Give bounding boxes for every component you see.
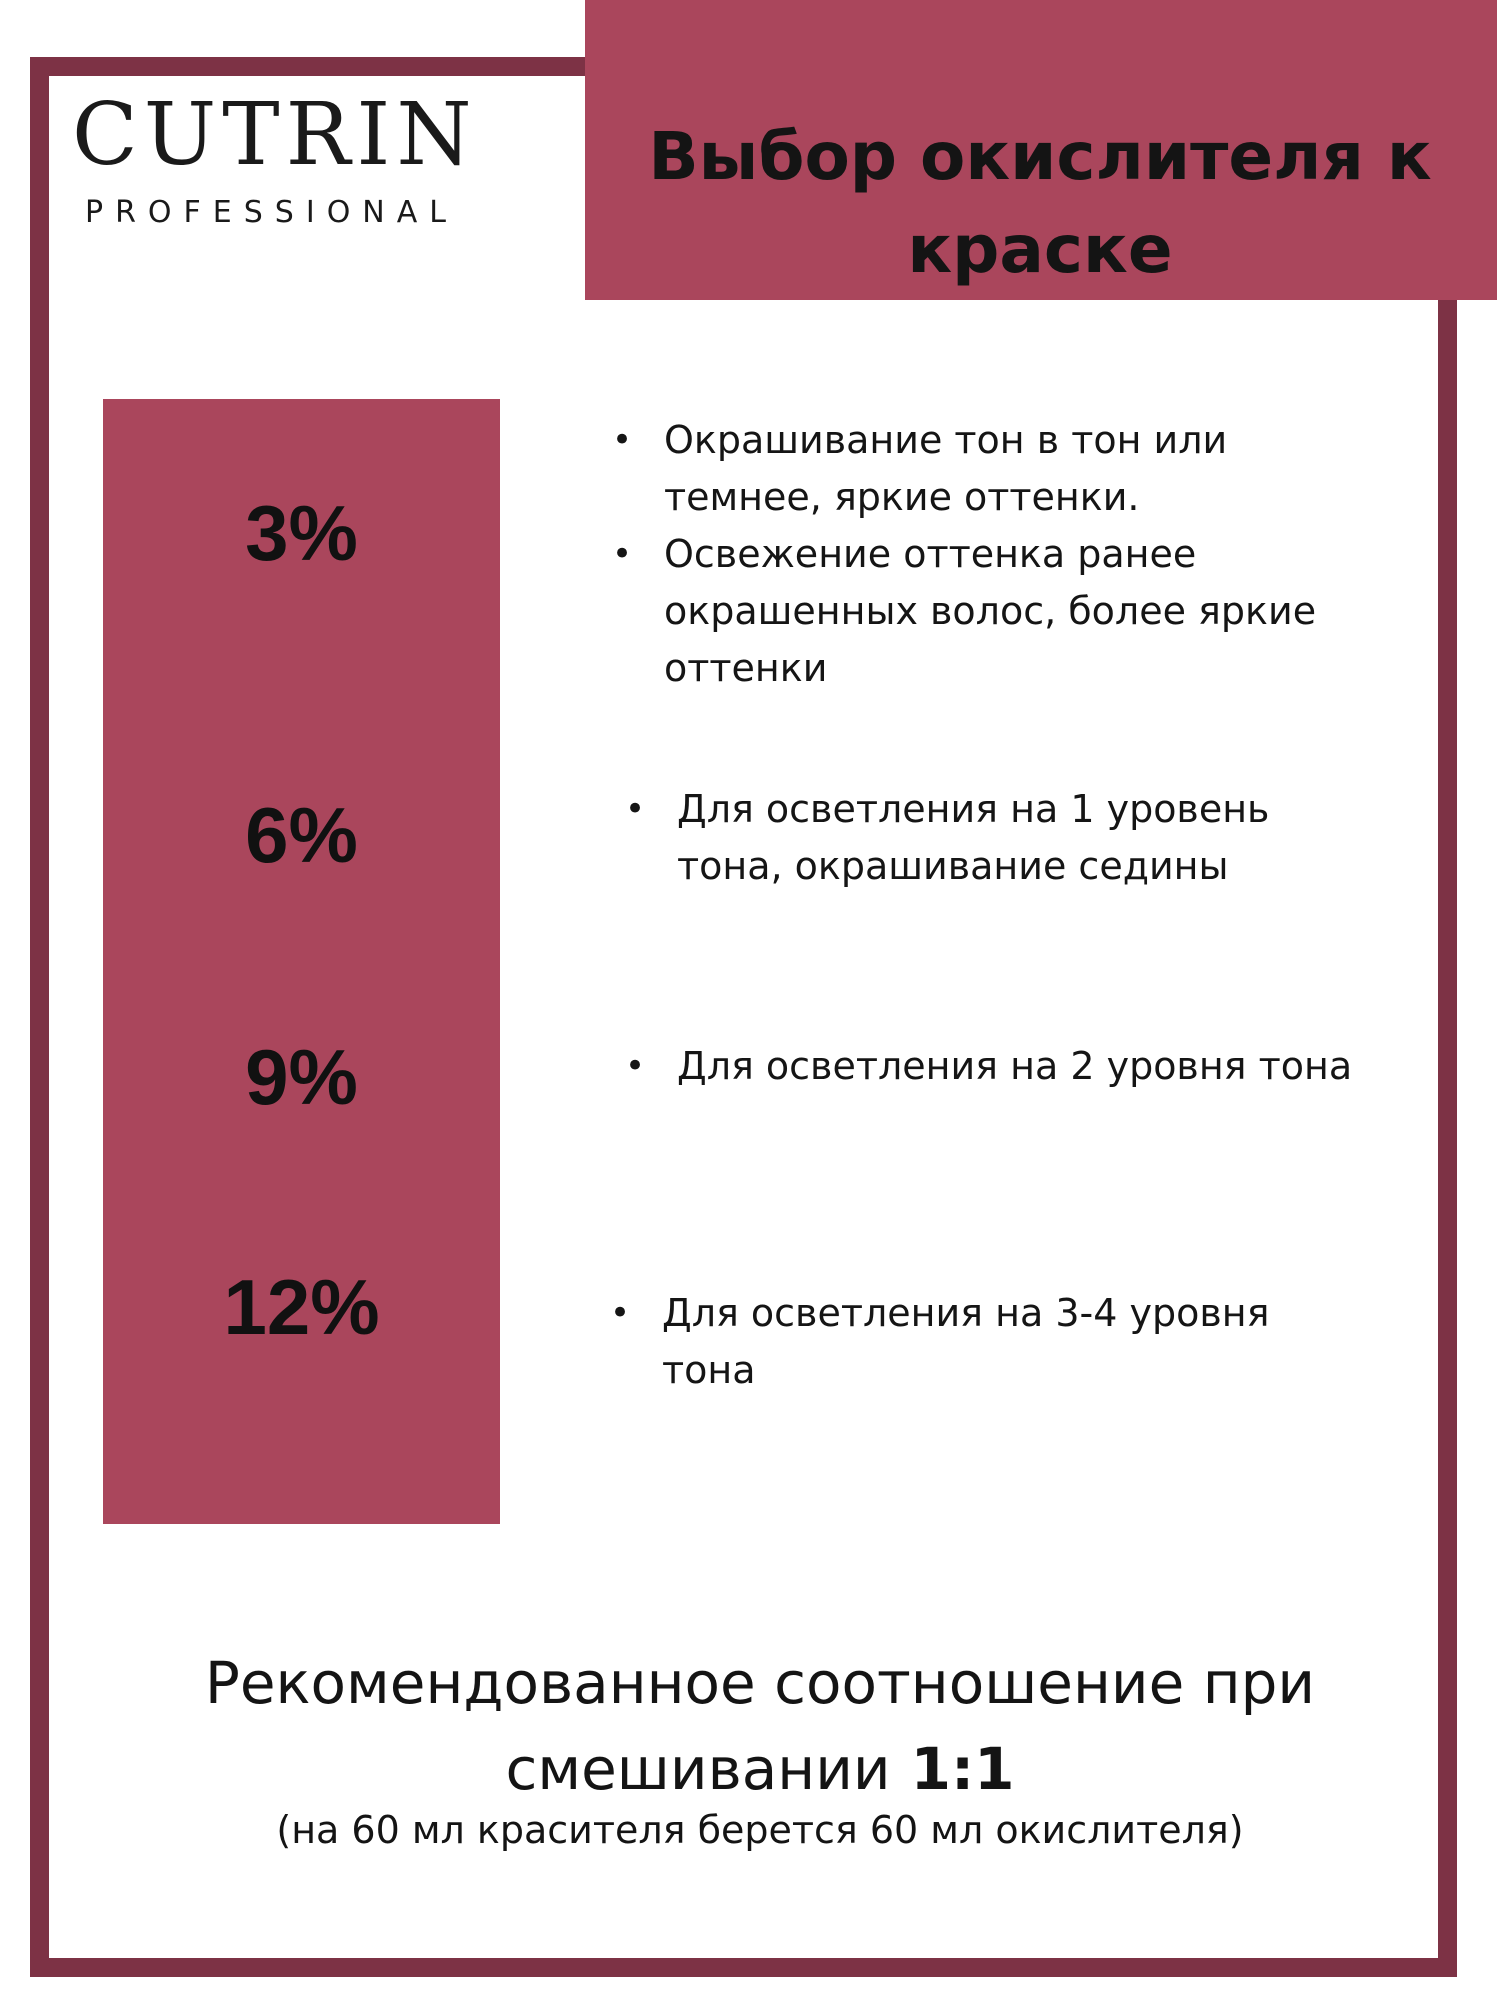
brand-tagline: PROFESSIONAL [85, 195, 458, 230]
bullet-list-12 [610, 1285, 1330, 1399]
percent-3: 3% [245, 489, 358, 577]
mixing-ratio-line2 [60, 1726, 1460, 1812]
list-item: • Для осветления на 1 уровень тона, окрашивание седины [625, 781, 1335, 895]
page-title-line1: Выбор окислителя к [648, 118, 1432, 195]
percent-12: 12% [223, 1263, 380, 1351]
list-item: • Окрашивание тон в тон или темнее, яркие оттенки. [612, 412, 1352, 526]
brand-logo: CUTRIN [72, 85, 478, 185]
percent-9: 9% [245, 1033, 358, 1121]
bullet-list-6 [625, 781, 1335, 895]
list-item: • Освежение оттенка ранее окрашенных волос, более яркие оттенки [612, 526, 1352, 697]
mixing-ratio-label: смешивании [505, 1735, 891, 1803]
list-item: • Для осветления на 2 уровня тона [625, 1038, 1405, 1095]
page-title-line2: краске [907, 211, 1173, 288]
bullet-list-3 [612, 412, 1352, 697]
page-title [600, 110, 1480, 296]
list-item: • Для осветления на 3-4 уровня тона [610, 1285, 1330, 1399]
percent-6: 6% [245, 791, 358, 879]
mixing-ratio-heading [60, 1640, 1460, 1812]
mixing-ratio-line1: Рекомендованное соотношение при [204, 1649, 1316, 1717]
mixing-ratio-note: (на 60 мл красителя берется 60 мл окислителя) [276, 1808, 1244, 1852]
bullet-list-9 [625, 1038, 1405, 1095]
mixing-ratio-value: 1:1 [910, 1735, 1015, 1803]
